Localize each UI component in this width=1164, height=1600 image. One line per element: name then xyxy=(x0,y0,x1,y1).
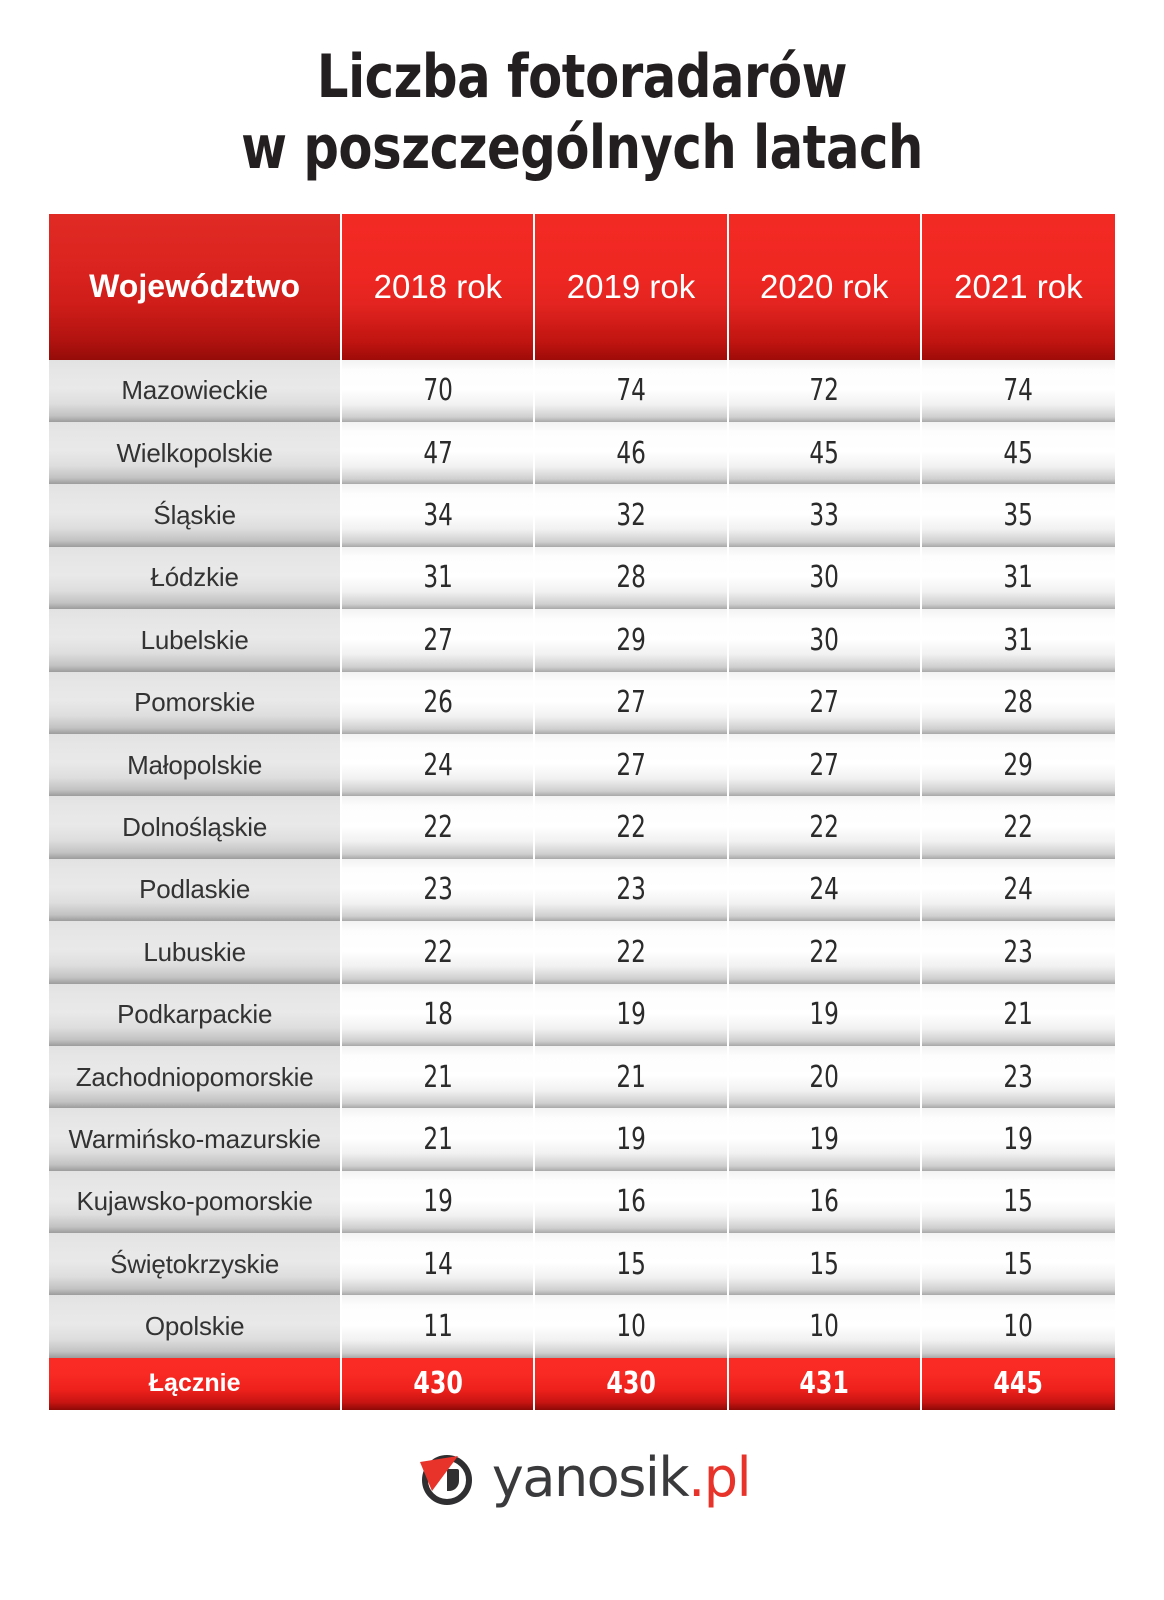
cell-2019 xyxy=(535,984,728,1046)
total-value-2018 xyxy=(342,1358,535,1410)
cell-2019 xyxy=(535,921,728,983)
cell-value-text: 23 xyxy=(1003,934,1034,970)
cell-value-text: 22 xyxy=(423,810,453,846)
cell-2018 xyxy=(342,547,535,609)
cell-value-text: 28 xyxy=(1003,685,1034,721)
table-row xyxy=(49,484,1115,546)
cell-2021 xyxy=(922,360,1115,422)
table-row xyxy=(49,1046,1115,1108)
row-label-wojewodztwo: Podkarpackie xyxy=(49,984,342,1046)
cell-2021 xyxy=(922,1108,1115,1170)
table-row xyxy=(49,984,1115,1046)
logo-name: yanosik xyxy=(491,1445,689,1509)
table-row xyxy=(49,796,1115,858)
cell-value-text: 27 xyxy=(616,747,646,783)
cell-value-text: 45 xyxy=(1003,435,1034,471)
cell-2020 xyxy=(729,921,922,983)
cell-2019 xyxy=(535,484,728,546)
total-row xyxy=(49,1358,1115,1410)
cell-value-text: 22 xyxy=(616,934,646,970)
total-label: Łącznie xyxy=(49,1358,342,1410)
total-value-2020 xyxy=(729,1358,922,1410)
cell-value-text: 10 xyxy=(809,1309,839,1345)
yanosik-compass-icon xyxy=(414,1446,478,1510)
cell-2021 xyxy=(922,1171,1115,1233)
cell-value-text: 19 xyxy=(423,1184,453,1220)
table-row xyxy=(49,859,1115,921)
cell-2018 xyxy=(342,484,535,546)
cell-value-text: 15 xyxy=(616,1246,646,1282)
cell-2020 xyxy=(729,422,922,484)
row-label-wojewodztwo: Lubuskie xyxy=(49,921,342,983)
cell-value-text: 10 xyxy=(616,1309,646,1345)
cell-value-text: 70 xyxy=(423,373,453,409)
cell-2019 xyxy=(535,1171,728,1233)
total-value-text: 431 xyxy=(799,1366,849,1402)
table-row xyxy=(49,422,1115,484)
cell-value-text: 24 xyxy=(1003,872,1034,908)
cell-value-text: 47 xyxy=(423,435,453,471)
column-header-2020[interactable] xyxy=(729,214,922,360)
row-label-wojewodztwo: Pomorskie xyxy=(49,672,342,734)
cell-2018 xyxy=(342,672,535,734)
table-row xyxy=(49,734,1115,796)
row-label-wojewodztwo: Śląskie xyxy=(49,484,342,546)
cell-value-text: 74 xyxy=(616,373,646,409)
cell-2019 xyxy=(535,1046,728,1108)
cell-2021 xyxy=(922,734,1115,796)
total-value-2021 xyxy=(922,1358,1115,1410)
column-header-label: 2021 rok xyxy=(954,267,1083,305)
fotoradary-table xyxy=(49,214,1115,1410)
cell-value-text: 27 xyxy=(423,622,453,658)
cell-value-text: 11 xyxy=(423,1309,453,1345)
cell-2019 xyxy=(535,1295,728,1357)
cell-value-text: 45 xyxy=(809,435,839,471)
row-label-wojewodztwo: Łódzkie xyxy=(49,547,342,609)
cell-2018 xyxy=(342,1295,535,1357)
total-value-text: 430 xyxy=(413,1366,463,1402)
column-header-2021[interactable] xyxy=(922,214,1115,360)
cell-2021 xyxy=(922,609,1115,671)
cell-value-text: 32 xyxy=(616,498,646,534)
cell-value-text: 22 xyxy=(1003,810,1034,846)
cell-2020 xyxy=(729,796,922,858)
row-label-wojewodztwo: Zachodniopomorskie xyxy=(49,1046,342,1108)
cell-2020 xyxy=(729,360,922,422)
cell-2019 xyxy=(535,859,728,921)
column-header-label: 2019 rok xyxy=(566,267,696,305)
table-row xyxy=(49,1108,1115,1170)
cell-2021 xyxy=(922,921,1115,983)
table-row xyxy=(49,1295,1115,1357)
cell-2018 xyxy=(342,1108,535,1170)
cell-2019 xyxy=(535,547,728,609)
cell-2021 xyxy=(922,484,1115,546)
cell-value-text: 10 xyxy=(1003,1309,1034,1345)
cell-value-text: 26 xyxy=(423,685,453,721)
column-header-label: 2018 rok xyxy=(373,267,503,305)
cell-2019 xyxy=(535,360,728,422)
cell-2018 xyxy=(342,734,535,796)
logo-tld: .pl xyxy=(688,1445,751,1509)
cell-2020 xyxy=(729,1295,922,1357)
cell-value-text: 24 xyxy=(423,747,453,783)
cell-value-text: 74 xyxy=(1003,373,1034,409)
cell-value-text: 21 xyxy=(616,1059,646,1095)
table-row xyxy=(49,672,1115,734)
cell-value-text: 31 xyxy=(1003,622,1034,658)
cell-2018 xyxy=(342,859,535,921)
table-row xyxy=(49,609,1115,671)
row-label-wojewodztwo: Opolskie xyxy=(49,1295,342,1357)
page-title xyxy=(0,0,1164,184)
cell-2020 xyxy=(729,672,922,734)
cell-2020 xyxy=(729,859,922,921)
cell-value-text: 16 xyxy=(809,1184,839,1220)
cell-2020 xyxy=(729,547,922,609)
cell-value-text: 46 xyxy=(616,435,646,471)
cell-value-text: 22 xyxy=(423,934,453,970)
cell-2019 xyxy=(535,672,728,734)
cell-value-text: 21 xyxy=(1003,997,1034,1033)
cell-value-text: 27 xyxy=(809,747,839,783)
row-label-wojewodztwo: Podlaskie xyxy=(49,859,342,921)
brand-logo[interactable] xyxy=(0,1446,1164,1510)
cell-value-text: 27 xyxy=(809,685,839,721)
title-line-2: w poszczególnych latach xyxy=(241,112,923,183)
cell-value-text: 21 xyxy=(423,1059,453,1095)
total-value-text: 445 xyxy=(993,1366,1044,1402)
cell-value-text: 29 xyxy=(616,622,646,658)
table-row xyxy=(49,921,1115,983)
cell-2019 xyxy=(535,1108,728,1170)
column-header-2019[interactable] xyxy=(535,214,728,360)
total-value-text: 430 xyxy=(606,1366,656,1402)
cell-2020 xyxy=(729,1046,922,1108)
cell-2018 xyxy=(342,1046,535,1108)
cell-value-text: 22 xyxy=(616,810,646,846)
cell-value-text: 30 xyxy=(809,560,839,596)
cell-2021 xyxy=(922,547,1115,609)
cell-value-text: 30 xyxy=(809,622,839,658)
cell-value-text: 15 xyxy=(809,1246,839,1282)
cell-2020 xyxy=(729,734,922,796)
table-header xyxy=(49,214,1115,360)
cell-2020 xyxy=(729,1171,922,1233)
cell-value-text: 24 xyxy=(809,872,839,908)
row-label-wojewodztwo: Mazowieckie xyxy=(49,360,342,422)
cell-2019 xyxy=(535,422,728,484)
title-line-1: Liczba fotoradarów xyxy=(316,42,848,112)
cell-value-text: 33 xyxy=(809,498,839,534)
cell-2019 xyxy=(535,1233,728,1295)
cell-value-text: 22 xyxy=(809,934,839,970)
cell-2018 xyxy=(342,360,535,422)
fotoradary-table-wrapper xyxy=(49,214,1115,1410)
total-value-2019 xyxy=(535,1358,728,1410)
row-label-wojewodztwo: Warmińsko-mazurskie xyxy=(49,1108,342,1170)
cell-value-text: 27 xyxy=(616,685,646,721)
cell-value-text: 18 xyxy=(423,997,453,1033)
cell-value-text: 23 xyxy=(423,872,453,908)
header-row xyxy=(49,214,1115,360)
cell-2018 xyxy=(342,422,535,484)
cell-2021 xyxy=(922,672,1115,734)
cell-value-text: 23 xyxy=(616,872,646,908)
column-header-label: Województwo xyxy=(89,268,301,305)
cell-value-text: 28 xyxy=(616,560,646,596)
table-body xyxy=(49,360,1115,1358)
cell-value-text: 72 xyxy=(809,373,839,409)
cell-2020 xyxy=(729,984,922,1046)
cell-value-text: 34 xyxy=(423,498,453,534)
logo-wordmark xyxy=(491,1445,751,1509)
cell-2019 xyxy=(535,609,728,671)
cell-2021 xyxy=(922,859,1115,921)
row-label-wojewodztwo: Małopolskie xyxy=(49,734,342,796)
row-label-wojewodztwo: Lubelskie xyxy=(49,609,342,671)
table-row xyxy=(49,547,1115,609)
cell-value-text: 21 xyxy=(423,1121,453,1157)
cell-2018 xyxy=(342,609,535,671)
table-footer xyxy=(49,1358,1115,1410)
row-label-wojewodztwo: Wielkopolskie xyxy=(49,422,342,484)
cell-2018 xyxy=(342,796,535,858)
cell-value-text: 14 xyxy=(423,1246,453,1282)
column-header-2018[interactable] xyxy=(342,214,535,360)
cell-value-text: 31 xyxy=(423,560,453,596)
cell-2018 xyxy=(342,1233,535,1295)
cell-value-text: 16 xyxy=(616,1184,646,1220)
cell-2019 xyxy=(535,734,728,796)
cell-2021 xyxy=(922,1046,1115,1108)
cell-value-text: 29 xyxy=(1003,747,1034,783)
cell-value-text: 19 xyxy=(809,1121,839,1157)
cell-value-text: 23 xyxy=(1003,1059,1034,1095)
cell-2021 xyxy=(922,796,1115,858)
cell-2018 xyxy=(342,921,535,983)
cell-2021 xyxy=(922,984,1115,1046)
column-header-label: 2020 rok xyxy=(759,267,889,305)
cell-value-text: 19 xyxy=(809,997,839,1033)
table-row xyxy=(49,1171,1115,1233)
table-row xyxy=(49,360,1115,422)
row-label-wojewodztwo: Dolnośląskie xyxy=(49,796,342,858)
cell-value-text: 19 xyxy=(616,997,646,1033)
cell-2018 xyxy=(342,984,535,1046)
cell-2020 xyxy=(729,1233,922,1295)
cell-2020 xyxy=(729,609,922,671)
column-header-wojewodztwo[interactable] xyxy=(49,214,342,360)
cell-2018 xyxy=(342,1171,535,1233)
cell-value-text: 31 xyxy=(1003,560,1034,596)
cell-2020 xyxy=(729,1108,922,1170)
cell-2021 xyxy=(922,422,1115,484)
cell-2019 xyxy=(535,796,728,858)
cell-2020 xyxy=(729,484,922,546)
cell-value-text: 15 xyxy=(1003,1184,1034,1220)
cell-value-text: 22 xyxy=(809,810,839,846)
row-label-wojewodztwo: Świętokrzyskie xyxy=(49,1233,342,1295)
table-row xyxy=(49,1233,1115,1295)
cell-value-text: 15 xyxy=(1003,1246,1034,1282)
cell-value-text: 20 xyxy=(809,1059,839,1095)
cell-2021 xyxy=(922,1295,1115,1357)
cell-2021 xyxy=(922,1233,1115,1295)
cell-value-text: 19 xyxy=(616,1121,646,1157)
row-label-wojewodztwo: Kujawsko-pomorskie xyxy=(49,1171,342,1233)
cell-value-text: 35 xyxy=(1003,498,1034,534)
cell-value-text: 19 xyxy=(1003,1121,1034,1157)
